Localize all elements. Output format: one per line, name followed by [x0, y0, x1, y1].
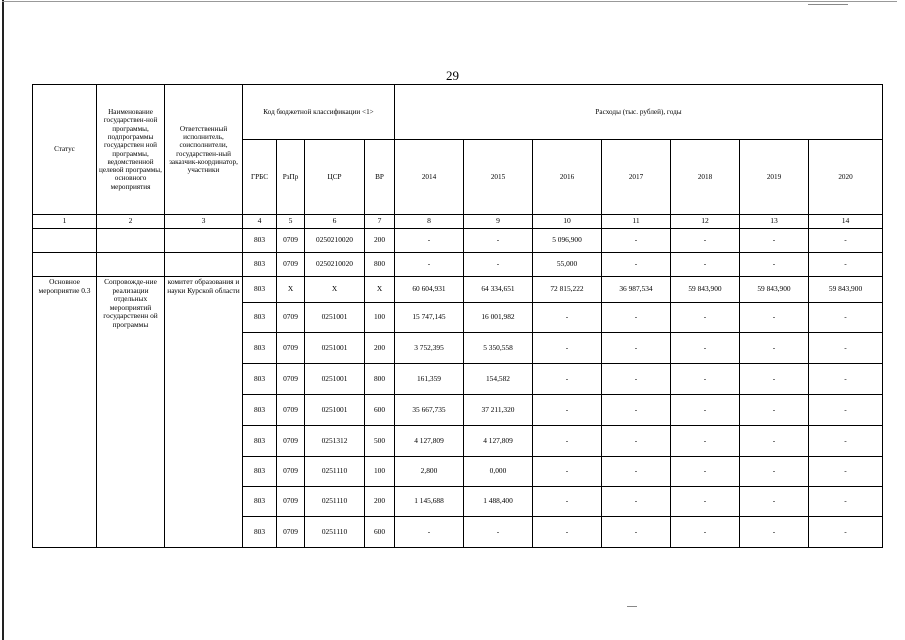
- scan-mark-top: [808, 4, 848, 5]
- column-number: 10: [533, 215, 602, 229]
- cell-csr: 0251312: [305, 426, 365, 457]
- cell-2016: -: [533, 487, 602, 517]
- cell-2018: -: [671, 333, 740, 364]
- group-responsible: комитет образования и науки Курской области: [165, 277, 243, 548]
- empty-cell: [165, 229, 243, 253]
- cell-csr: 0251110: [305, 517, 365, 548]
- cell-2018: 59 843,900: [671, 277, 740, 303]
- cell-2020: -: [809, 395, 883, 426]
- cell-2020: -: [809, 333, 883, 364]
- cell-rzpr: 0709: [277, 333, 305, 364]
- cell-2016: -: [533, 517, 602, 548]
- cell-2014: -: [395, 229, 464, 253]
- cell-vr: 100: [365, 457, 395, 487]
- header-expenses-group: Расходы (тыс. рублей), годы: [395, 85, 883, 140]
- page-left-edge: [2, 0, 4, 640]
- header-year-2017: 2017: [602, 140, 671, 215]
- cell-2020: -: [809, 457, 883, 487]
- cell-2018: -: [671, 229, 740, 253]
- cell-vr: 600: [365, 395, 395, 426]
- table-row: [33, 253, 883, 277]
- column-number: 7: [365, 215, 395, 229]
- cell-2019: -: [740, 395, 809, 426]
- cell-2015: -: [464, 253, 533, 277]
- cell-2014: 161,359: [395, 364, 464, 395]
- empty-cell: [33, 229, 97, 253]
- cell-2017: -: [602, 426, 671, 457]
- column-number: 5: [277, 215, 305, 229]
- column-number: 8: [395, 215, 464, 229]
- column-number: 14: [809, 215, 883, 229]
- header-code-vr: ВР: [365, 140, 395, 215]
- cell-csr: 0251110: [305, 487, 365, 517]
- cell-2015: 5 350,558: [464, 333, 533, 364]
- cell-grbs: 803: [243, 333, 277, 364]
- cell-vr: 800: [365, 253, 395, 277]
- column-number-row: [33, 215, 883, 229]
- cell-2017: -: [602, 487, 671, 517]
- cell-rzpr: 0709: [277, 426, 305, 457]
- group-name: Сопровожде-ние реализации отдельных мероприятий государственн ой программы: [97, 277, 165, 548]
- cell-2019: -: [740, 426, 809, 457]
- cell-csr: Х: [305, 277, 365, 303]
- cell-2018: -: [671, 364, 740, 395]
- cell-vr: 500: [365, 426, 395, 457]
- cell-2015: 154,582: [464, 364, 533, 395]
- cell-grbs: 803: [243, 303, 277, 333]
- cell-2020: -: [809, 253, 883, 277]
- cell-2016: -: [533, 457, 602, 487]
- header-status: Статус: [33, 85, 97, 215]
- cell-2018: -: [671, 517, 740, 548]
- empty-cell: [97, 253, 165, 277]
- column-number: 6: [305, 215, 365, 229]
- cell-2020: -: [809, 229, 883, 253]
- cell-2020: 59 843,900: [809, 277, 883, 303]
- cell-2019: -: [740, 517, 809, 548]
- cell-2018: -: [671, 303, 740, 333]
- cell-2017: -: [602, 517, 671, 548]
- cell-2014: 1 145,688: [395, 487, 464, 517]
- header-code-rzpr: РзПр: [277, 140, 305, 215]
- cell-2020: -: [809, 303, 883, 333]
- cell-2019: -: [740, 333, 809, 364]
- cell-2015: -: [464, 517, 533, 548]
- cell-vr: Х: [365, 277, 395, 303]
- cell-rzpr: 0709: [277, 229, 305, 253]
- header-name: Наименование государствен-ной программы, подпрограммы государствен ной программы, ведомственной целевой программы, основного мероприятия: [97, 85, 165, 215]
- cell-csr: 0251001: [305, 333, 365, 364]
- header-year-2015: 2015: [464, 140, 533, 215]
- cell-rzpr: 0709: [277, 457, 305, 487]
- cell-2015: 1 488,400: [464, 487, 533, 517]
- column-number: 1: [33, 215, 97, 229]
- cell-2020: -: [809, 426, 883, 457]
- cell-2017: -: [602, 457, 671, 487]
- page-top-edge: [2, 1, 897, 2]
- cell-2019: -: [740, 303, 809, 333]
- column-number: 13: [740, 215, 809, 229]
- cell-2014: -: [395, 517, 464, 548]
- empty-cell: [33, 253, 97, 277]
- cell-grbs: 803: [243, 426, 277, 457]
- cell-vr: 200: [365, 487, 395, 517]
- cell-2018: -: [671, 253, 740, 277]
- column-number: 12: [671, 215, 740, 229]
- header-year-2019: 2019: [740, 140, 809, 215]
- budget-table: [32, 84, 883, 548]
- cell-rzpr: 0709: [277, 303, 305, 333]
- header-year-2014: 2014: [395, 140, 464, 215]
- header-row-1: [33, 85, 883, 140]
- cell-2018: -: [671, 457, 740, 487]
- cell-vr: 200: [365, 229, 395, 253]
- header-code-group: Код бюджетной классификации <1>: [243, 85, 395, 140]
- empty-cell: [97, 229, 165, 253]
- cell-csr: 0250210020: [305, 229, 365, 253]
- cell-2016: 72 815,222: [533, 277, 602, 303]
- cell-2018: -: [671, 426, 740, 457]
- cell-2019: 59 843,900: [740, 277, 809, 303]
- cell-csr: 0250210020: [305, 253, 365, 277]
- table-row: [33, 277, 883, 303]
- cell-2019: -: [740, 253, 809, 277]
- cell-grbs: 803: [243, 517, 277, 548]
- cell-2014: 3 752,395: [395, 333, 464, 364]
- cell-2018: -: [671, 487, 740, 517]
- cell-rzpr: 0709: [277, 517, 305, 548]
- cell-rzpr: 0709: [277, 487, 305, 517]
- cell-2014: -: [395, 253, 464, 277]
- cell-2015: 4 127,809: [464, 426, 533, 457]
- column-number: 4: [243, 215, 277, 229]
- cell-2016: -: [533, 303, 602, 333]
- cell-2016: -: [533, 364, 602, 395]
- empty-cell: [165, 253, 243, 277]
- cell-grbs: 803: [243, 277, 277, 303]
- cell-2015: 64 334,651: [464, 277, 533, 303]
- cell-rzpr: Х: [277, 277, 305, 303]
- header-year-2020: 2020: [809, 140, 883, 215]
- cell-2019: -: [740, 364, 809, 395]
- cell-grbs: 803: [243, 457, 277, 487]
- header-responsible: Ответственный исполнитель, соисполнители, государствен-ный заказчик-координатор, участники: [165, 85, 243, 215]
- cell-2015: 0,000: [464, 457, 533, 487]
- cell-grbs: 803: [243, 395, 277, 426]
- cell-2018: -: [671, 395, 740, 426]
- cell-2017: -: [602, 253, 671, 277]
- column-number: 3: [165, 215, 243, 229]
- cell-2017: -: [602, 395, 671, 426]
- column-number: 2: [97, 215, 165, 229]
- cell-2016: 5 096,900: [533, 229, 602, 253]
- cell-csr: 0251110: [305, 457, 365, 487]
- cell-2019: -: [740, 487, 809, 517]
- cell-2019: -: [740, 457, 809, 487]
- cell-vr: 800: [365, 364, 395, 395]
- cell-vr: 100: [365, 303, 395, 333]
- cell-2016: 55,000: [533, 253, 602, 277]
- cell-2017: 36 987,534: [602, 277, 671, 303]
- cell-2015: 16 001,982: [464, 303, 533, 333]
- cell-2014: 60 604,931: [395, 277, 464, 303]
- cell-grbs: 803: [243, 364, 277, 395]
- cell-rzpr: 0709: [277, 253, 305, 277]
- cell-grbs: 803: [243, 229, 277, 253]
- cell-2019: -: [740, 229, 809, 253]
- cell-vr: 200: [365, 333, 395, 364]
- cell-2017: -: [602, 229, 671, 253]
- group-status: Основное мероприятие 0.3: [33, 277, 97, 548]
- cell-vr: 600: [365, 517, 395, 548]
- column-number: 11: [602, 215, 671, 229]
- cell-2020: -: [809, 517, 883, 548]
- cell-2014: 2,800: [395, 457, 464, 487]
- cell-csr: 0251001: [305, 364, 365, 395]
- cell-grbs: 803: [243, 253, 277, 277]
- cell-csr: 0251001: [305, 395, 365, 426]
- header-year-2016: 2016: [533, 140, 602, 215]
- cell-2014: 4 127,809: [395, 426, 464, 457]
- column-number: 9: [464, 215, 533, 229]
- cell-grbs: 803: [243, 487, 277, 517]
- cell-rzpr: 0709: [277, 364, 305, 395]
- cell-csr: 0251001: [305, 303, 365, 333]
- cell-2016: -: [533, 395, 602, 426]
- header-year-2018: 2018: [671, 140, 740, 215]
- scan-mark-bottom: [627, 606, 637, 607]
- table-row: [33, 229, 883, 253]
- cell-2016: -: [533, 333, 602, 364]
- header-code-grbs: ГРБС: [243, 140, 277, 215]
- cell-2014: 35 667,735: [395, 395, 464, 426]
- cell-2020: -: [809, 364, 883, 395]
- cell-2015: -: [464, 229, 533, 253]
- cell-rzpr: 0709: [277, 395, 305, 426]
- cell-2017: -: [602, 303, 671, 333]
- cell-2017: -: [602, 333, 671, 364]
- cell-2016: -: [533, 426, 602, 457]
- page-number: 29: [446, 68, 459, 83]
- cell-2017: -: [602, 364, 671, 395]
- cell-2020: -: [809, 487, 883, 517]
- cell-2015: 37 211,320: [464, 395, 533, 426]
- header-code-csr: ЦСР: [305, 140, 365, 215]
- cell-2014: 15 747,145: [395, 303, 464, 333]
